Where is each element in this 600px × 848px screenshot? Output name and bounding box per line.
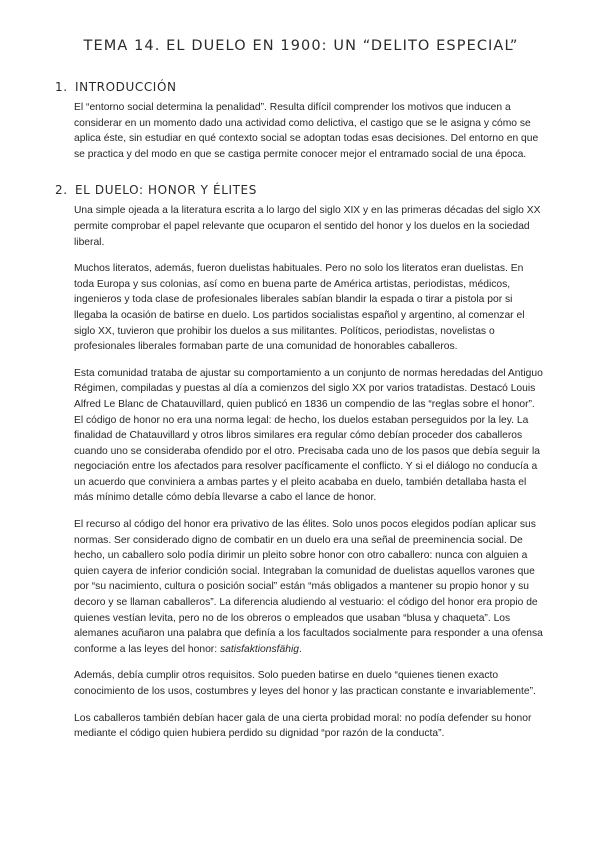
paragraph: Además, debía cumplir otros requisitos. Solo pueden batirse en duelo “quienes tienen exacto conocimiento de los usos, costumbres y leyes del honor y las practican constante e invariablemente”. — [74, 670, 536, 697]
section-number: 1. — [55, 80, 68, 94]
paragraph — [74, 517, 544, 657]
section-introduccion — [55, 80, 544, 162]
paragraph: Esta comunidad trataba de ajustar su comportamiento a un conjunto de normas heredadas del Antiguo Régimen, compiladas y puestas al día a comienzos del siglo XX por varios tratadistas. Destacó Louis Alfred Le Blanc de Chatauvillard, quien publicó en 1836 un compendio de las “reglas sobre el honor”. El código de honor no era una norma legal: de hecho, los duelos estaban perseguidos por la ley. La finalidad de Chatauvillard y otros libros similares era regular cómo debían proceder dos caballeros cuando uno se consideraba ofendido por el otro. Precisaba cada uno de los pasos que debía seguir la negociación entre los afectados para resolver pacíficamente el conflicto. Y si el diálogo no conducía a un acuerdo que conviniera a ambas partes y el pleito acababa en duelo, también detallaba hasta el más mínimo detalle cómo debía llevarse a cabo el lance de honor. — [74, 367, 543, 504]
document-title: TEMA 14. EL DUELO EN 1900: UN “DELITO ESPECIAL” — [83, 38, 519, 54]
paragraph: Una simple ojeada a la literatura escrita a lo largo del siglo XIX y en las primeras décadas del siglo XX permite comprobar el papel relevante que ocuparon el sentido del honor y los duelos en la sociedad liberal. — [74, 205, 541, 248]
section-title: INTRODUCCIÓN — [75, 80, 177, 94]
section-title: EL DUELO: HONOR Y ÉLITES — [75, 183, 257, 198]
section-number: 2. — [55, 183, 68, 198]
paragraph: Los caballeros también debían hacer gala de una cierta probidad moral: no podía defender su honor mediante el código quien hubiera perdido su dignidad “por razón de la conducta”. — [74, 712, 532, 740]
section-heading — [55, 183, 544, 197]
section-duelo-honor-elites — [55, 183, 544, 741]
italic-term: satisfaktionsfähig — [219, 643, 299, 655]
section-heading — [55, 80, 544, 94]
paragraph: Muchos literatos, además, fueron duelistas habituales. Pero no solo los literatos eran duelistas. En toda Europa y sus colonias, así como en buena parte de América artistas, periodistas, médicos, ingenieros y toda clase de profesionales liberales sabían blandir la espada o tirar a pistola por si llegaba la ocasión de batirse en duelo. Los partidos socialistas español y argentino, al comenzar el siglo XX, tuvieron que prohibir los duelos a sus militantes. Políticos, periodistas, novelistas o profesionales liberales formaban parte de una comunidad de honorables caballeros. — [74, 263, 525, 353]
paragraph-text: El recurso al código del honor era privativo de las élites. Solo unos pocos elegidos podían aplicar sus normas. Ser considerado digno de combatir en un duelo era una señal de preeminencia social. De hecho, un caballero solo podía dirimir un pleito sobre honor con otro caballero: nunca con alguien a quien cayera de inferior condición social. Integraban la comunidad de duelistas aquellos varones que por “su nacimiento, cultura o posición social” están “más obligados a mantener su propio honor y su decoro y se llaman caballeros”. La diferencia aludiendo al vestuario: el código del honor era propio de quienes vestían levita, pero no de los obreros o empleados que usaban “blusa y chaqueta”. Los alemanes acuñaron una palabra que definía a los facultados socialmente para responder a una ofensa conforme a las leyes del honor: — [74, 519, 543, 655]
italic-term-suffix: . — [298, 643, 302, 655]
paragraph: El “entorno social determina la penalidad”. Resulta difícil comprender los motivos que inducen a considerar en un momento dado una actividad como delictiva, el castigo que se le asigna y cómo se aplica éste, sin estudiar en qué contexto social se adoptan todas esas decisiones. Del entorno en que se practica y del modo en que se castiga permite conocer mejor el entramado social de una época. — [74, 102, 539, 160]
